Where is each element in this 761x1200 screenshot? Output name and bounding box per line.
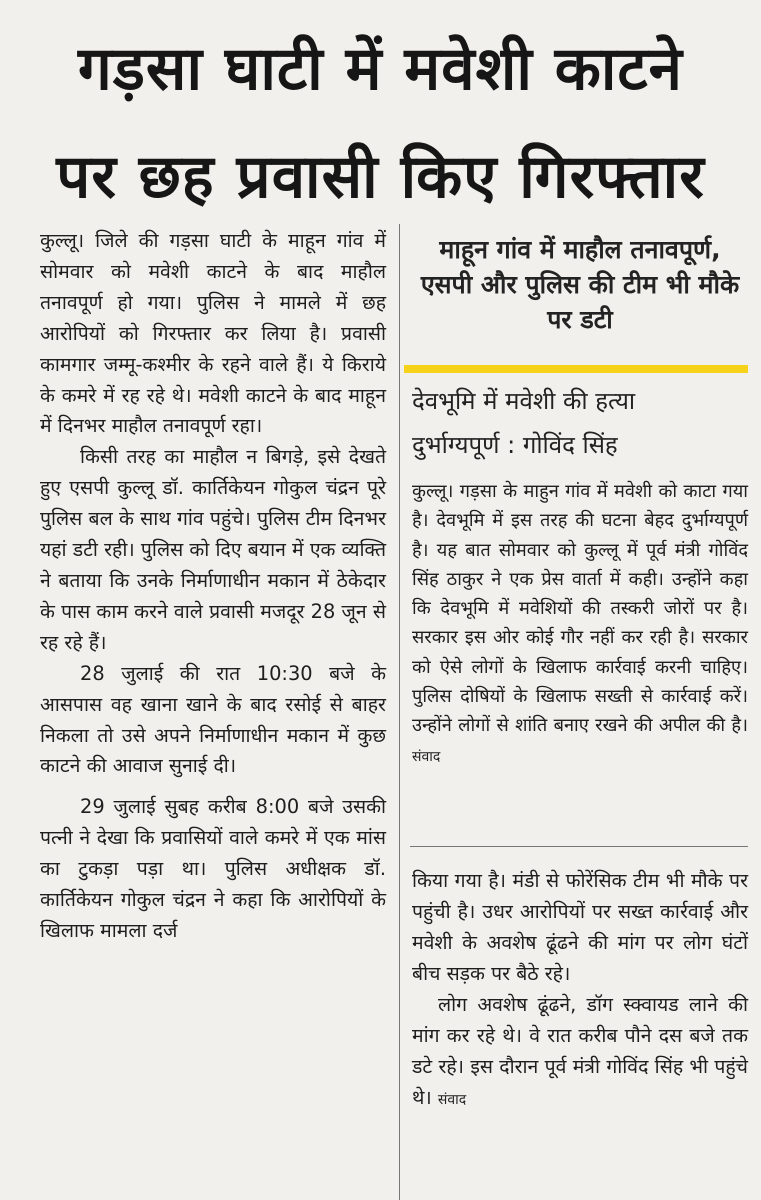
main-story-column xyxy=(40,226,386,947)
yellow-separator-bar xyxy=(404,365,748,373)
side-story-title-line-1: देवभूमि में मवेशी की हत्या xyxy=(412,387,636,415)
continuation-paragraph: किया गया है। मंडी से फोरेंसिक टीम भी मौके पर पहुंची है। उधर आरोपियों पर सख्त कार्रवाई और मवेशी के अवशेष ढूंढने की मांग पर लोग घंटों बीच सड़क पर बैठे रहे। xyxy=(412,869,748,985)
headline-line-1: गड़सा घाटी में मवेशी काटने xyxy=(78,34,683,104)
main-story-paragraph: 29 जुलाई सुबह करीब 8:00 बजे उसकी पत्नी ने देखा कि प्रवासियों वाले कमरे में एक मांस का टुकड़ा पड़ा था। पुलिस अधीक्षक डॉ. कार्तिकेयन गोकुल चंद्रन ने कहा कि आरोपियों के खिलाफ मामला दर्ज xyxy=(40,795,386,942)
subheadline: माहून गांव में माहौल तनावपूर्ण, एसपी और पुलिस की टीम भी मौके पर डटी xyxy=(420,235,740,334)
side-story-credit: संवाद xyxy=(412,748,441,765)
main-story-paragraph: किसी तरह का माहौल न बिगड़े, इसे देखते हुए एसपी कुल्लू डॉ. कार्तिकेयन गोकुल चंद्रन पूरे पुलिस बल के साथ गांव पहुंचे। पुलिस टीम दिनभर यहां डटी रही। पुलिस को दिए बयान में एक व्यक्ति ने बताया कि उनके निर्माणाधीन मकान में ठेकेदार के पास काम करने वाले प्रवासी मजदूर 28 जून से रह रहे हैं। xyxy=(40,445,386,654)
continuation-column xyxy=(412,865,748,1116)
continuation-paragraph: लोग अवशेष ढूंढने, डॉग स्क्वायड लाने की मांग कर रहे थे। वे रात करीब पौने दस बजे तक डटे रहे। इस दौरान पूर्व मंत्री गोविंद सिंह भी पहुंचे थे। xyxy=(412,993,748,1109)
side-story-body xyxy=(412,477,748,772)
side-story-title-line-2: दुर्भाग्यपूर्ण : गोविंद सिंह xyxy=(412,431,618,459)
main-story-paragraph: कुल्लू। जिले की गड़सा घाटी के माहून गांव में सोमवार को मवेशी काटने के बाद माहौल तनावपूर्ण हो गया। पुलिस ने मामले में छह आरोपियों को गिरफ्तार कर लिया है। प्रवासी कामगार जम्मू-कश्मीर के रहने वाले हैं। ये किराये के कमरे में रह रहे थे। मवेशी काटने के बाद माहून में दिनभर माहौल तनावपूर्ण रहा। xyxy=(40,229,386,438)
main-story-paragraph: 28 जुलाई की रात 10:30 बजे के आसपास वह खाना खाने के बाद रसोई से बाहर निकला तो उसे अपने निर्माणाधीन मकान में कुछ काटने की आवाज सुनाई दी। xyxy=(40,661,386,778)
column-divider xyxy=(399,224,400,1200)
side-story-text: कुल्लू। गड़सा के माहुन गांव में मवेशी को काटा गया है। देवभूमि में इस तरह की घटना बेहद दुर्भाग्यपूर्ण है। यह बात सोमवार को कुल्लू में पूर्व मंत्री गोविंद सिंह ठाकुर ने एक प्रेस वार्ता में कही। उन्होंने कहा कि देवभूमि में मवेशियों की तस्करी जोरों पर है। सरकार इस ओर कोई गौर नहीं कर रही है। सरकार को ऐसे लोगों के खिलाफ कार्रवाई करनी चाहिए। पुलिस दोषियों के खिलाफ सख्ती से कार्रवाई करें। उन्होंने लोगों से शांति बनाए रखने की अपील की है। xyxy=(412,481,748,737)
section-divider xyxy=(410,846,748,847)
continuation-credit: संवाद xyxy=(437,1092,467,1108)
headline-line-2: पर छह प्रवासी किए गिरफ्तार xyxy=(56,142,705,212)
